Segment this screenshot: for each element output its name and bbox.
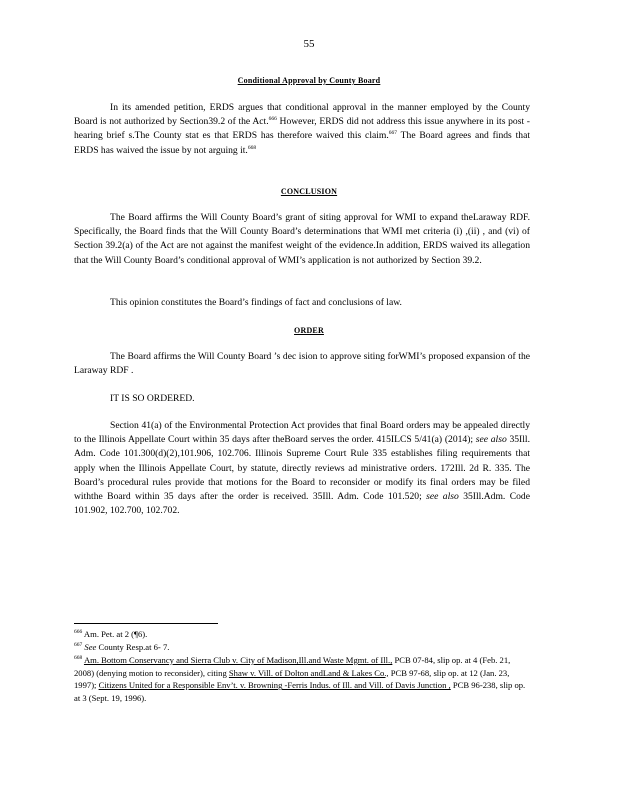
paragraph-text: 35Ill.Adm. Code 101.902, 102.700, 102.702. <box>74 491 530 517</box>
footnote-number: 668 <box>74 655 83 661</box>
footnote-ref-668[interactable]: 668 <box>247 144 257 151</box>
see-signal: See <box>84 642 97 652</box>
footnote-668 <box>74 654 530 704</box>
footnote-667 <box>74 641 530 654</box>
paragraph-conditional-approval <box>74 101 530 158</box>
footnote-text: PCB 96-238, slip op. at 3 (Sept. 19, 1996). <box>74 680 526 703</box>
case-citation: Citizens United for a Responsible Env’t. v. Browning -Ferris Indus. of Ill. and Vill. of Davis Junction , <box>98 680 451 691</box>
see-also-signal: see also <box>426 491 459 503</box>
paragraph-text: In its amended petition, ERDS argues that conditional approval in the manner employed by the County Board is not authorized by Section39.2 of the Act. <box>74 102 530 128</box>
paragraph-so-ordered: IT IS SO ORDERED. <box>110 393 195 404</box>
footnote-666 <box>74 628 530 641</box>
footnote-text: PCB 97-68, slip op. at 12 (Jan. 23, 1997); <box>74 667 510 691</box>
case-citation: Shaw v. Vill. of Dolton andLand & Lakes Co., <box>228 667 389 678</box>
paragraph-order: The Board affirms the Will County Board ’s dec ision to approve siting forWMI’s proposed expansion of the Laraway RDF . <box>74 351 530 377</box>
footnote-ref-666[interactable]: 666 <box>268 116 277 123</box>
paragraph-text: 35Ill. Adm. Code 101.300(d)(2),101.906, 102.706. Illinois Supreme Court Rule 335 establishes filing requirements that apply when the Illinois Appellate Court, by statute, directly reviews ad ministrative orders. 172Ill. 2d R. 335. The Board’s procedural rules provide that motions for the Board to reconsider or modify its final orders may be filed withthe Board within 35 days after the order is received. 35Ill. Adm. Code 101.520; <box>74 434 530 503</box>
section-heading-conditional-approval: Conditional Approval by County Board <box>237 76 381 85</box>
footnote-number: 667 <box>74 642 83 648</box>
see-also-signal: see also <box>475 434 507 446</box>
page-number: 55 <box>303 38 315 50</box>
paragraph-opinion-statement: This opinion constitutes the Board’s findings of fact and conclusions of law. <box>110 297 402 308</box>
footnote-text: Am. Pet. at 2 (¶6). <box>82 629 148 639</box>
footnote-ref-667[interactable]: 667 <box>388 130 398 137</box>
paragraph-text: Section 41(a) of the Environmental Protection Act provides that final Board orders may be appealed directly to the Illinois Appellate Court within 35 days after theBoard serves the order. 415ILCS 5/41(a) (2014); <box>74 420 530 446</box>
footnote-text: County Resp.at 6- 7. <box>96 642 170 652</box>
footnote-divider <box>74 623 218 624</box>
paragraph-conclusion: The Board affirms the Will County Board’s grant of siting approval for WMI to expand theLaraway RDF. Specifically, the Board finds that the Will County Board’s determinations that WMI met criteria (i) ,(ii) , and (vi) of Section 39.2(a) of the Act are not against the manifest weight of the evidence.In addition, ERDS waived its allegation that the Will County Board’s conditional approval of WMI’s application is not authorized by Section 39.2. <box>74 212 530 266</box>
footnote-number: 666 <box>74 629 83 635</box>
case-citation: Am. Bottom Conservancy and Sierra Club v. City of Madison,Ill.and Waste Mgmt. of Ill., <box>83 655 393 665</box>
paragraph-text: However, ERDS did not address this issue anywhere in its post - hearing brief s.The County stat es that ERDS has therefore waived this claim. <box>74 116 530 142</box>
paragraph-text: The Board agrees and finds that ERDS has waived the issue by not arguing it. <box>74 130 530 156</box>
paragraph-appeal-rights <box>74 419 530 518</box>
footnote-text: PCB 07-84, slip op. at 4 (Feb. 21, 2008) (denying motion to reconsider), citing <box>74 655 511 678</box>
section-heading-conclusion: CONCLUSION <box>280 187 338 196</box>
section-heading-order: ORDER <box>294 326 324 335</box>
